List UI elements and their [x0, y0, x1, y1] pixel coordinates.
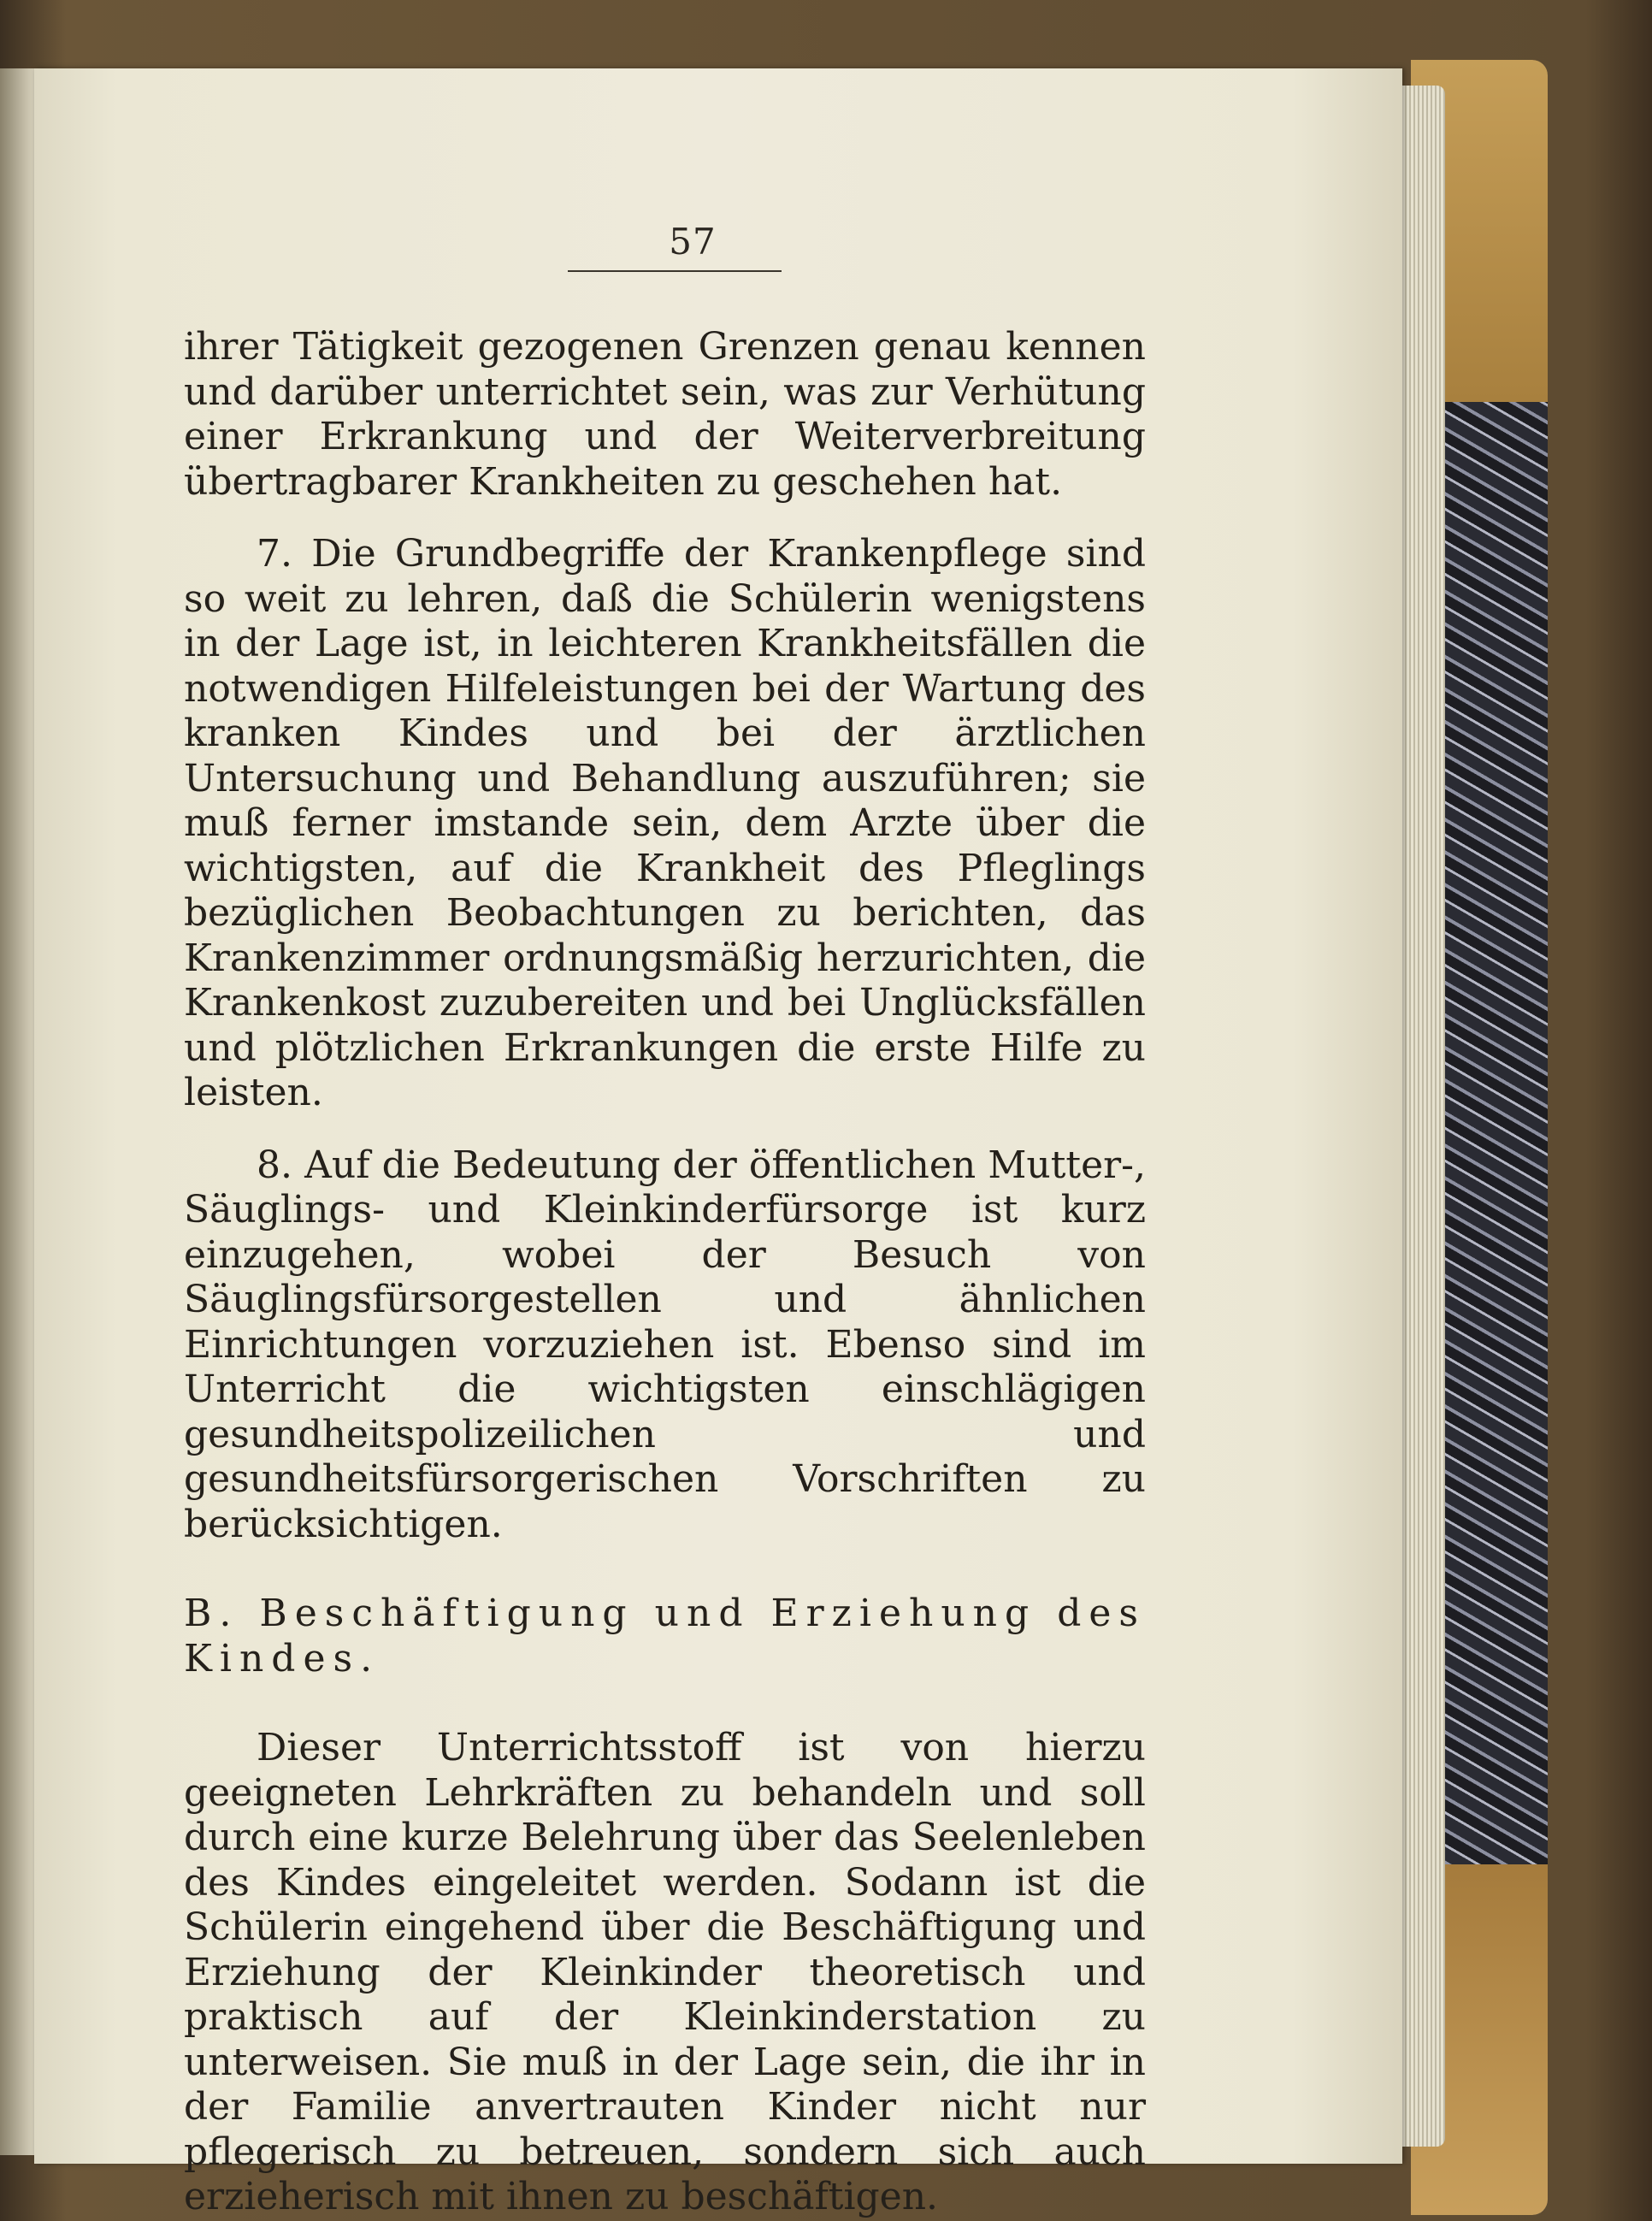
paragraph-gap — [184, 505, 1146, 532]
section-gap — [184, 1681, 1146, 1726]
left-page-edge — [0, 68, 34, 2155]
section-heading: B. Beschäftigung und Erziehung des Kindes. — [184, 1592, 1146, 1681]
page-number-rule — [568, 270, 782, 272]
paragraph-item-7: 7. Die Grundbegriffe der Krankenpflege sind so weit zu lehren, daß die Schülerin wenigstens in der Lage ist, in leichteren Krankheitsfällen die notwendigen Hilfeleistungen bei der Wartung des kranken Kindes und bei der ärztlichen Untersuchung und Behandlung auszuführen; sie muß ferner imstande sein, dem Arzte über die wichtigsten, auf die Krankheit des Pfleglings bezüglichen Beobachtungen zu berichten, das Krankenzimmer ordnungsmäßig herzurichten, die Krankenkost zuzubereiten und bei Unglücksfällen und plötzlichen Erkrankungen die erste Hilfe zu leisten. — [184, 532, 1146, 1114]
page-body — [184, 325, 1146, 2220]
paragraph-continuation: ihrer Tätigkeit gezogenen Grenzen genau kennen und darüber unterrichtet sein, was zur Verhütung einer Erkrankung und der Weiterverbreitung übertragbarer Krankheiten zu geschehen hat. — [184, 325, 1146, 504]
paragraph-closing: Dieser Unterrichtsstoff ist von hierzu geeigneten Lehrkräften zu behandeln und soll durch eine kurze Belehrung über das Seelenleben des Kindes eingeleitet werden. Sodann ist die Schülerin eingehend über die Beschäftigung und Erziehung der Kleinkinder theoretisch und praktisch auf der Kleinkinderstation zu unterweisen. Sie muß in der Lage sein, die ihr in der Familie anvertrauten Kinder nicht nur pflegerisch zu betreuen, sondern sich auch erzieherisch mit ihnen zu beschäftigen. — [184, 1726, 1146, 2218]
paragraph-gap — [184, 1116, 1146, 1143]
paragraph-item-8: 8. Auf die Bedeutung der öffentlichen Mutter-, Säuglings- und Kleinkinderfürsorge ist kurz einzugehen, wobei der Besuch von Säuglingsfürsorgestellen und ähnlichen Einrichtungen vorzuziehen ist. Ebenso sind im Unterricht die wichtigsten einschlägigen gesundheitspolizeilichen und gesundheitsfürsorgerischen Vorschriften zu berücksichtigen. — [184, 1143, 1146, 1546]
book-page — [34, 68, 1402, 2218]
section-gap — [184, 1547, 1146, 1592]
page-number: 57 — [669, 221, 717, 263]
